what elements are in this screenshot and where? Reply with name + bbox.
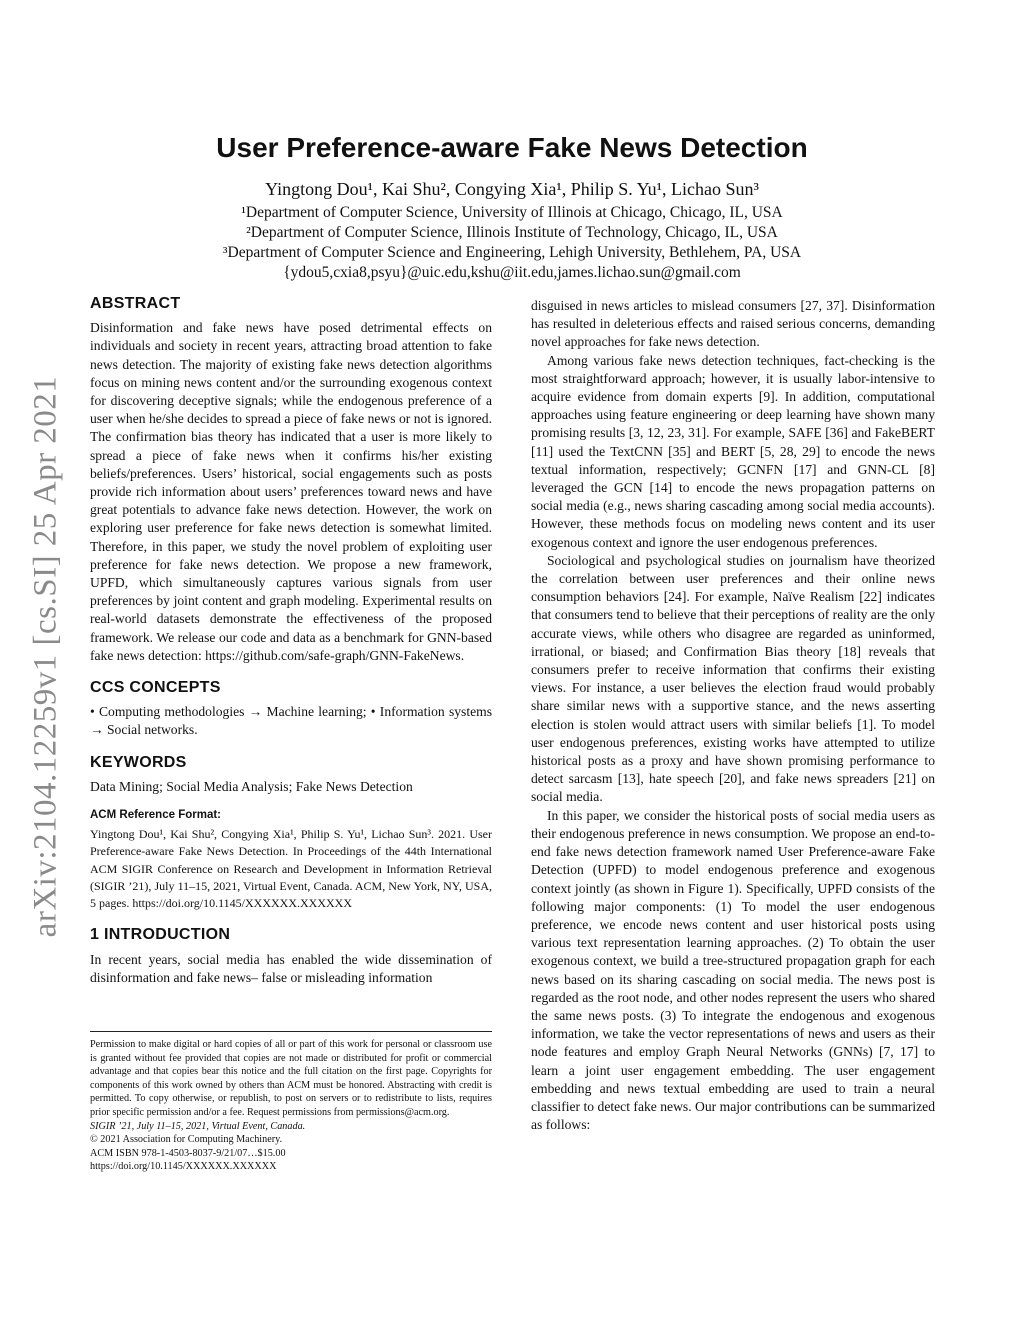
author-list: Yingtong Dou¹, Kai Shu², Congying Xia¹, Philip S. Yu¹, Lichao Sun³ (265, 179, 759, 199)
copyright-line: © 2021 Association for Computing Machinery. (90, 1134, 283, 1146)
affiliation-1: ¹Department of Computer Science, University of Illinois at Chicago, Chicago, IL, USA (241, 204, 783, 221)
isbn-line: ACM ISBN 978-1-4503-8037-9/21/07…$15.00 (90, 1147, 286, 1159)
doi-line: https://doi.org/10.1145/XXXXXX.XXXXXX (90, 1161, 277, 1173)
acm-reference-text: Yingtong Dou¹, Kai Shu², Congying Xia¹, Philip S. Yu¹, Lichao Sun³. 2021. User Preference-aware Fake News Detection. In Proceedings of the 44th International ACM SIGIR Conference on Research and Development in Information Retrieval (SIGIR ’21), July 11–15, 2021, Virtual Event, Canada. ACM, New York, NY, USA, 5 pages. https://doi.org/10.1145/XXXXXX.XXXXXX (90, 827, 492, 911)
intro-paragraph-2: Among various fake news detection techniques, fact-checking is the most straightforward approach; however, it is usually labor-intensive to acquire evidence from domain experts [9]. In addition, computational approaches using feature engineering or deep learning have shown many promising results [3, 12, 23, 31]. For example, SAFE [36] and FakeBERT [11] used the TextCNN [35] and BERT [5, 28, 29] to encode the news textual information, respectively; GCNFN [17] and GNN-CL [8] leveraged the GCN [14] to encode the news propagation patterns on social media (e.g., news sharing cascading among social media accounts). However, these methods focus on modeling news content and its user exogenous context and ignore the user endogenous preferences. (531, 352, 935, 550)
keywords-heading: KEYWORDS (90, 753, 187, 771)
ccs-text: • Computing methodologies → Machine learning; • Information systems → Social networks. (90, 704, 492, 738)
abstract-text: Disinformation and fake news have posed detrimental effects on individuals and society in recent years, attracting broad attention to fake news detection. The majority of existing fake news detection algorithms focus on mining news content and/or the surrounding exogenous context for discovering deceptive signals; while the endogenous preference of a user when he/she decides to spread a piece of fake news or not is ignored. The confirmation bias theory has indicated that a user is more likely to spread a piece of fake news when it confirms his/her existing beliefs/preferences. Users’ historical, social engagements such as posts provide rich information about users’ preferences toward news and have great potentials to advance fake news detection. However, the work on exploring user preference for fake news detection is somewhat limited. Therefore, in this paper, we study the novel problem of exploiting user preference for fake news detection. We propose a new framework, UPFD, which simultaneously captures various signals from user preferences by joint content and graph modeling. Experimental results on real-world datasets demonstrate the effectiveness of the proposed framework. We release our code and data as a benchmark for GNN-based fake news detection: https://github.com/safe-graph/GNN-FakeNews. (90, 320, 492, 663)
acm-reference-heading: ACM Reference Format: (90, 809, 221, 822)
conference-line: SIGIR ’21, July 11–15, 2021, Virtual Event, Canada. (90, 1120, 306, 1132)
paper-title: User Preference-aware Fake News Detection (216, 132, 808, 163)
copyright-footnote (90, 1031, 492, 1174)
permission-notice: Permission to make digital or hard copies of all or part of this work for personal or classroom use is granted without fee provided that copies are not made or distributed for profit or commercial advantage and that copies bear this notice and the full citation on the first page. Copyrights for components of this work owned by others than ACM must be honored. Abstracting with credit is permitted. To copy otherwise, or republish, to post on servers or to redistribute to lists, requires prior specific permission and/or a fee. Request permissions from permissions@acm.org. (90, 1039, 492, 1118)
intro-paragraph-1-end: disguised in news articles to mislead consumers [27, 37]. Disinformation has resulted in deleterious effects and raised serious concerns, demanding novel approaches for fake news detection. (531, 298, 935, 350)
abstract-heading: ABSTRACT (90, 295, 181, 312)
intro-paragraph-3: Sociological and psychological studies on journalism have theorized the correlation between user preferences and their online news consumption behaviors [24]. For example, Naïve Realism [22] indicates that consumers tend to believe that their perceptions of reality are the only accurate views, while others who disagree are regarded as uninformed, irrational, or biased; and Confirmation Bias theory [18] reveals that consumers prefer to receive information that confirms their existing views. For instance, a user believes the election fraud would probably share similar news with a supportive stance, and the news asserting election is stolen would attract users with similar beliefs [1]. To model user endogenous preferences, existing works have attempted to utilize historical posts as a proxy and have shown promising performance to detect sarcasm [13], hate speech [20], and fake news spreaders [21] on social media. (531, 552, 935, 805)
arxiv-identifier-text: arXiv:2104.12259v1 [cs.SI] 25 Apr 2021 (27, 375, 64, 937)
affiliation-3: ³Department of Computer Science and Engineering, Lehigh University, Bethlehem, PA, USA (222, 244, 802, 261)
affiliation-2: ²Department of Computer Science, Illinois Institute of Technology, Chicago, IL, USA (246, 224, 778, 241)
arxiv-identifier (26, 366, 66, 946)
keywords-text: Data Mining; Social Media Analysis; Fake News Detection (90, 778, 413, 794)
ccs-heading: CCS CONCEPTS (90, 679, 221, 697)
intro-paragraph-1-start: In recent years, social media has enabled the wide dissemination of disinformation and fake news– false or misleading information (90, 951, 492, 985)
right-column (531, 297, 935, 1134)
intro-paragraph-4: In this paper, we consider the historical posts of social media users as their endogenous preference in news consumption. We propose an end-to-end fake news detection framework named User Preference-aware Fake Detection (UPFD) to model endogenous preference and exogenous context jointly (as shown in Figure 1). Specifically, UPFD consists of the following major components: (1) To model the user endogenous preference, we encode news content and user historical posts using various text representation learning approaches. (2) To obtain the user exogenous context, we build a tree-structured propagation graph for each news based on its sharing cascading on social media. The news post is regarded as the root node, and other nodes represent the users who shared the same news posts. (3) To integrate the endogenous and exogenous information, we take the vector representations of news and users as their node features and employ Graph Neural Networks (GNNs) [7, 17] to learn a joint user engagement embedding. The user engagement embedding and news textual embedding are used to train a neural classifier to detect fake news. Our major contributions can be summarized as follows: (531, 807, 935, 1133)
author-emails: {ydou5,cxia8,psyu}@uic.edu,kshu@iit.edu,james.lichao.sun@gmail.com (283, 264, 741, 281)
introduction-heading: 1 INTRODUCTION (90, 926, 231, 944)
left-column (90, 295, 492, 987)
